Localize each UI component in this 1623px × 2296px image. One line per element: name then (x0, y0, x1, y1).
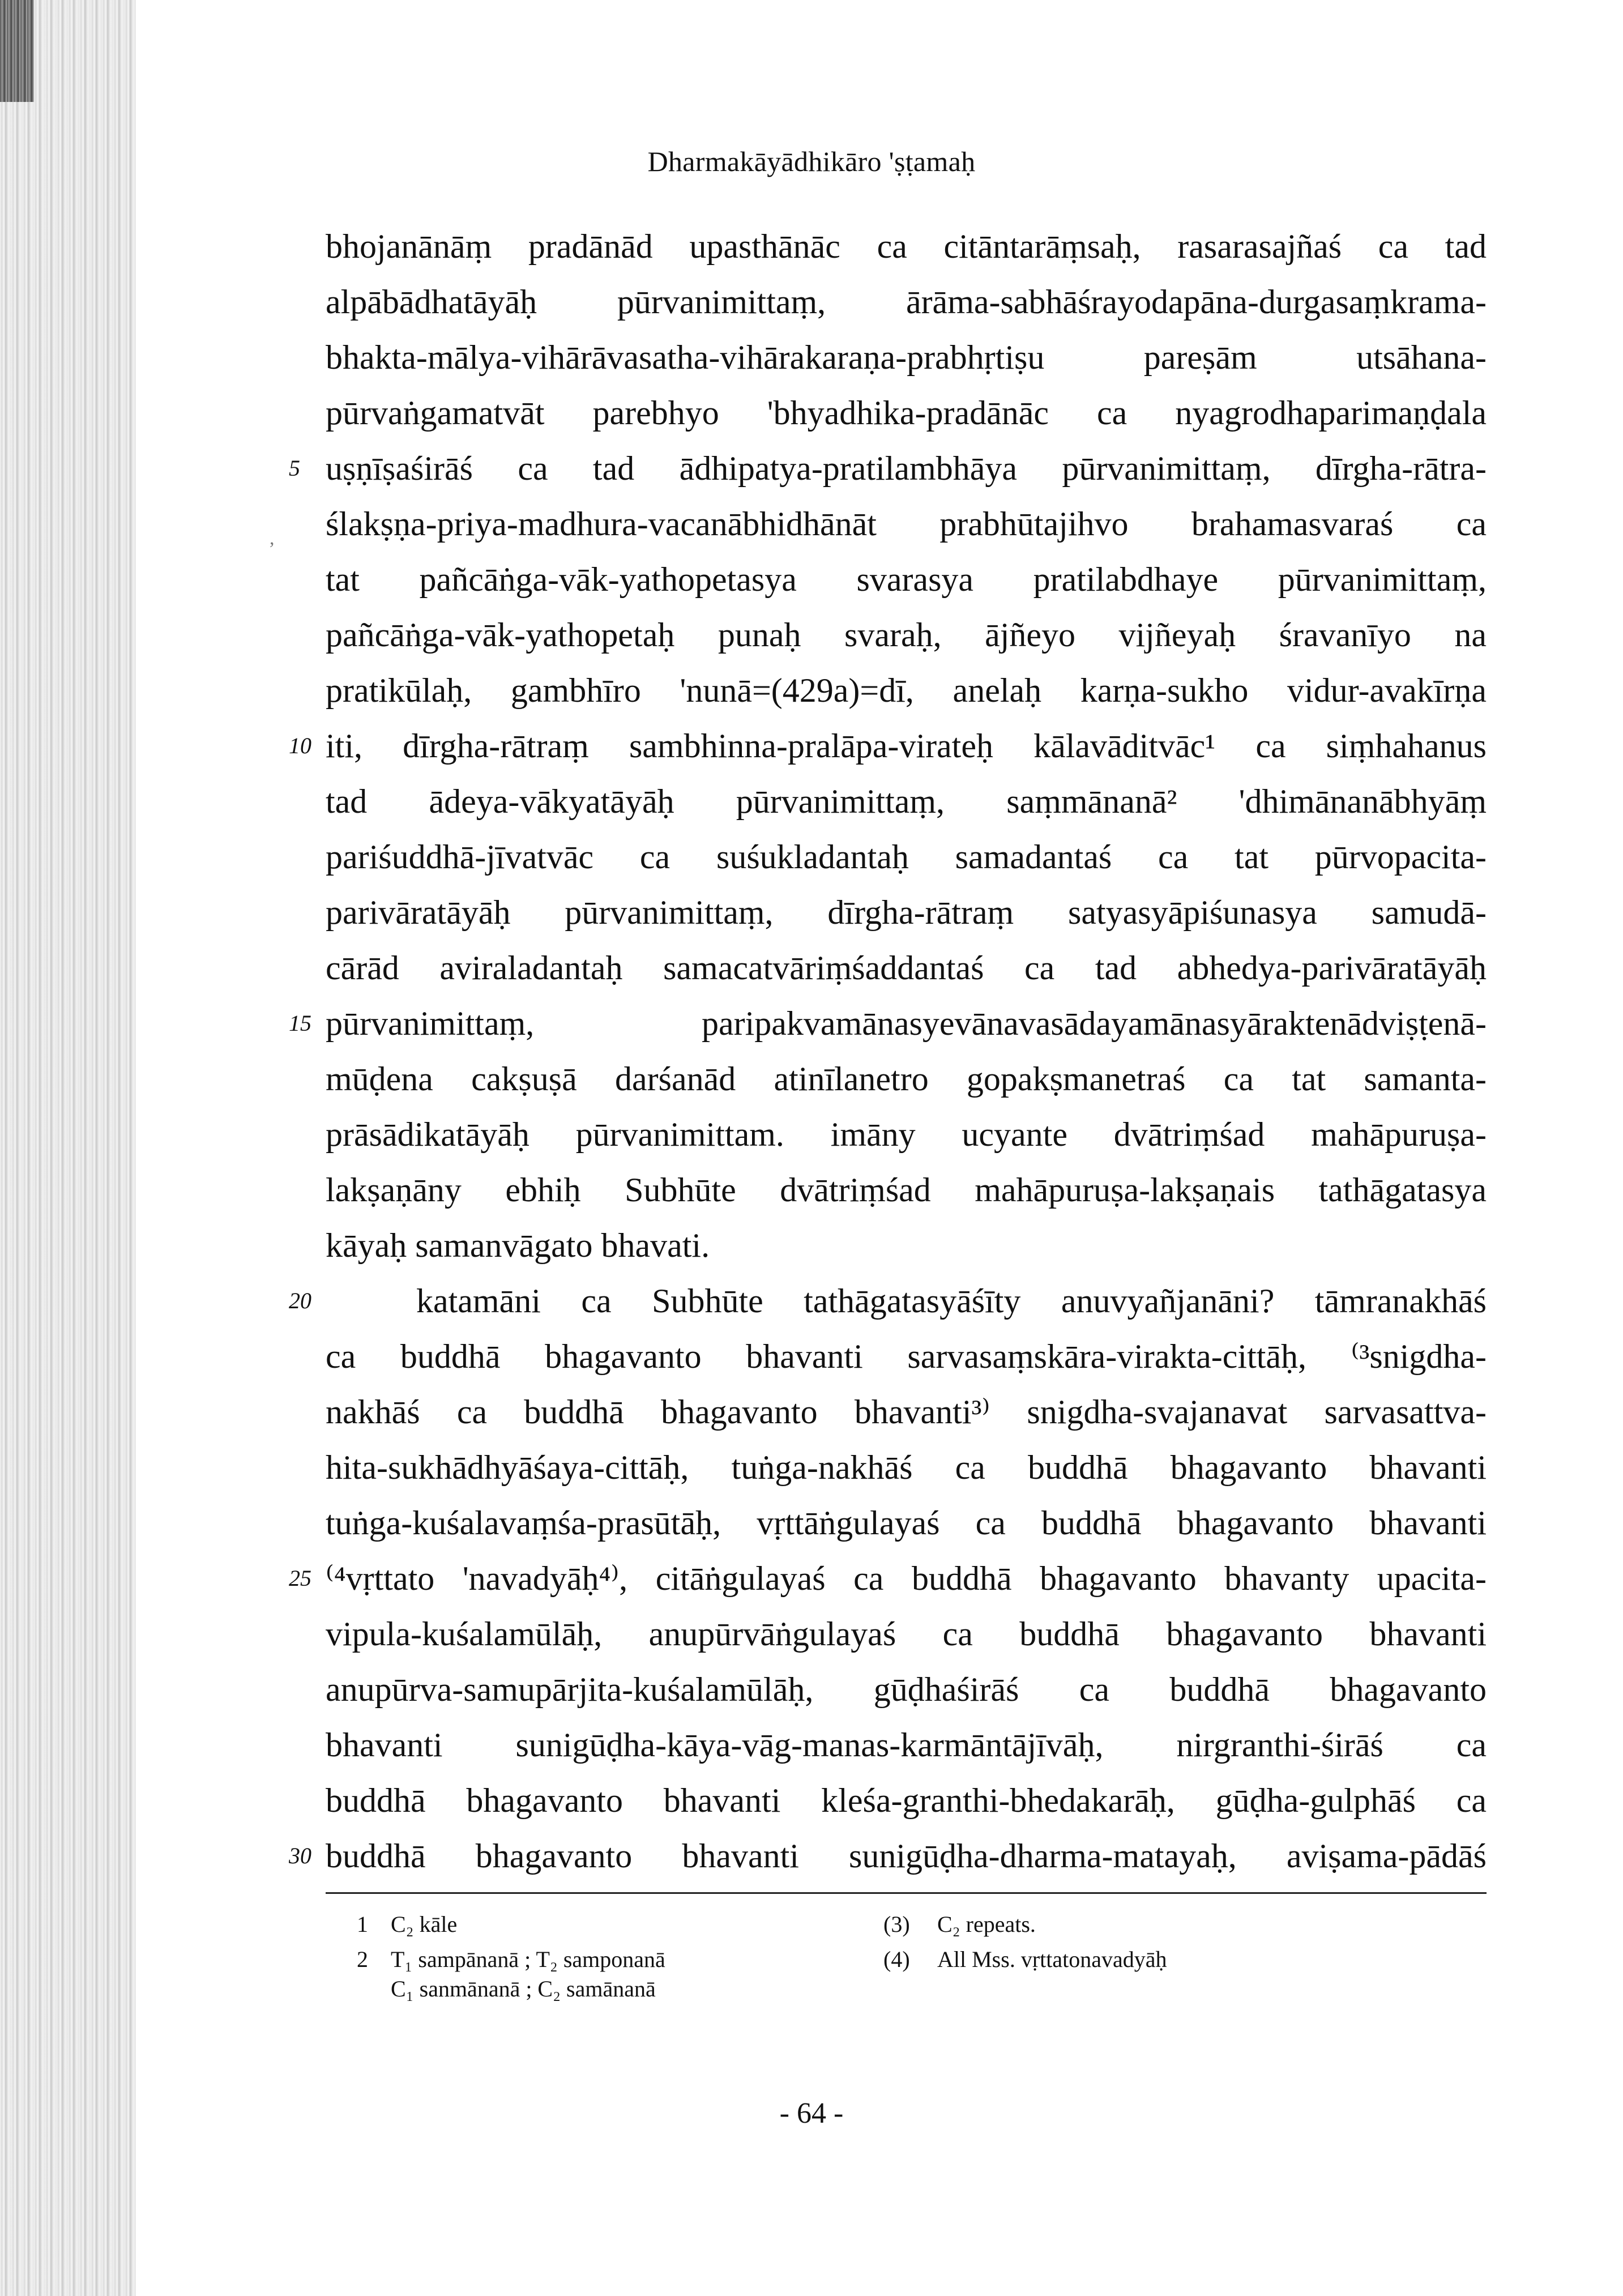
footnote-2 (357, 1945, 665, 1974)
text-line-10: iti, dīrgha-rātraṃ sambhinna-pralāpa-virateḥ kālavāditvāc¹ ca siṃhahanus (326, 727, 1487, 765)
footnote-3 (883, 1910, 1036, 1939)
text-line-16: mūḍena cakṣuṣā darśanād atinīlanetro gopakṣmanetraś ca tat samanta- (326, 1060, 1487, 1098)
footnote-number: (3) (883, 1911, 910, 1937)
text-line-5: uṣṇīṣaśirāś ca tad ādhipatya-pratilambhāya pūrvanimittaṃ, dīrgha-rātra- (326, 450, 1487, 487)
text-line-24: tuṅga-kuśalavaṃśa-prasūtāḥ, vṛttāṅgulayaś ca buddhā bhagavanto bhavanti (326, 1504, 1487, 1542)
text-line-21: ca buddhā bhagavanto bhavanti sarvasaṃskāra-virakta-cittāḥ, ⁽³snigdha- (326, 1338, 1487, 1375)
text-line-1: bhojanānāṃ pradānād upasthānāc ca citāntarāṃsaḥ, rasarasajñaś ca tad (326, 228, 1487, 265)
line-number-15: 15 (289, 1010, 311, 1036)
footnote-number: 2 (357, 1947, 368, 1972)
text-line-11: tad ādeya-vākyatāyāḥ pūrvanimittaṃ, saṃmānanā² 'dhimānanābhyāṃ (326, 783, 1487, 820)
footnote-number: (4) (883, 1947, 910, 1972)
text-line-23: hita-sukhādhyāśaya-cittāḥ, tuṅga-nakhāś ca buddhā bhagavanto bhavanti (326, 1449, 1487, 1486)
line-number-30: 30 (289, 1843, 311, 1868)
footnote-rule (326, 1892, 1487, 1894)
text-line-13: parivāratāyāḥ pūrvanimittaṃ, dīrgha-rātraṃ satyasyāpiśunasya samudā- (326, 894, 1487, 931)
text-line-9: pratikūlaḥ, gambhīro 'nunā=(429a)=dī, anelaḥ karṇa-sukho vidur-avakīrṇa (326, 672, 1487, 709)
text-line-4: pūrvaṅgamatvāt parebhyo 'bhyadhika-pradānāc ca nyagrodhaparimaṇḍala (326, 394, 1487, 432)
footnote-4 (883, 1945, 1167, 1974)
footnote-2-continued (357, 1974, 656, 2004)
text-line-26: vipula-kuśalamūlāḥ, anupūrvāṅgulayaś ca buddhā bhagavanto bhavanti (326, 1615, 1487, 1653)
text-line-19: kāyaḥ samanvāgato bhavati. (326, 1227, 710, 1264)
text-line-18: lakṣaṇāny ebhiḥ Subhūte dvātriṃśad mahāpuruṣa-lakṣaṇais tathāgatasya (326, 1171, 1487, 1209)
text-line-8: pañcāṅga-vāk-yathopetaḥ punaḥ svaraḥ, ājñeyo vijñeyaḥ śravanīyo na (326, 616, 1487, 654)
text-line-20: katamāni ca Subhūte tathāgatasyāśīty anuvyañjanāni? tāmranakhāś (416, 1282, 1487, 1320)
line-number-5: 5 (289, 455, 300, 481)
footnote-text: C₂ repeats. (937, 1911, 1036, 1937)
text-line-15: pūrvanimittaṃ, paripakvamānasyevānavasādayamānasyāraktenādviṣṭenā- (326, 1005, 1487, 1042)
text-line-3: bhakta-mālya-vihārāvasatha-vihārakaraṇa-prabhṛtiṣu pareṣām utsāhana- (326, 339, 1487, 376)
footnote-text: T₁ sampānanā ; T₂ samponanā (391, 1947, 665, 1972)
text-line-12: pariśuddhā-jīvatvāc ca suśukladantaḥ samadantaś ca tat pūrvopacita- (326, 838, 1487, 876)
footnote-text: C₁ sanmānanā ; C₂ samānanā (391, 1976, 656, 2001)
line-number-10: 10 (289, 733, 311, 758)
text-line-27: anupūrva-samupārjita-kuśalamūlāḥ, gūḍhaśirāś ca buddhā bhagavanto (326, 1671, 1487, 1708)
text-line-14: cārād aviraladantaḥ samacatvāriṃśaddantaś ca tad abhedya-parivāratāyāḥ (326, 949, 1487, 987)
text-line-17: prāsādikatāyāḥ pūrvanimittam. imāny ucyante dvātriṃśad mahāpuruṣa- (326, 1116, 1487, 1153)
running-head: Dharmakāyādhikāro 'ṣṭamaḥ (647, 146, 976, 177)
text-line-2: alpābādhatāyāḥ pūrvanimittaṃ, ārāma-sabhāśrayodapāna-durgasaṃkrama- (326, 283, 1487, 321)
text-line-25: ⁽⁴vṛttato 'navadyāḥ⁴⁾, citāṅgulayaś ca buddhā bhagavanto bhavanty upacita- (326, 1560, 1487, 1597)
binding-edge-dark (0, 0, 34, 102)
text-line-6: ślakṣṇa-priya-madhura-vacanābhidhānāt prabhūtajihvo brahamasvaraś ca (326, 505, 1487, 543)
text-line-30: buddhā bhagavanto bhavanti sunigūḍha-dharma-matayaḥ, aviṣama-pādāś (326, 1837, 1487, 1875)
text-line-22: nakhāś ca buddhā bhagavanto bhavanti³⁾ snigdha-svajanavat sarvasattva- (326, 1393, 1487, 1431)
text-line-29: buddhā bhagavanto bhavanti kleśa-granthi-bhedakarāḥ, gūḍha-gulphāś ca (326, 1782, 1487, 1819)
page-number: - 64 - (779, 2097, 844, 2129)
footnote-1 (357, 1910, 457, 1939)
footnote-number: 1 (357, 1911, 368, 1937)
line-number-20: 20 (289, 1288, 311, 1313)
footnote-text: C₂ kāle (391, 1911, 458, 1937)
text-line-28: bhavanti sunigūḍha-kāya-vāg-manas-karmāntājīvāḥ, nirgranthi-śirāś ca (326, 1726, 1487, 1764)
text-line-7: tat pañcāṅga-vāk-yathopetasya svarasya pratilabdhaye pūrvanimittaṃ, (326, 561, 1487, 598)
book-binding-shadow (0, 0, 136, 2296)
footnote-text: All Mss. vṛttatonavadyāḥ (937, 1947, 1167, 1972)
line-number-25: 25 (289, 1565, 311, 1591)
stray-margin-mark: , (270, 528, 275, 549)
